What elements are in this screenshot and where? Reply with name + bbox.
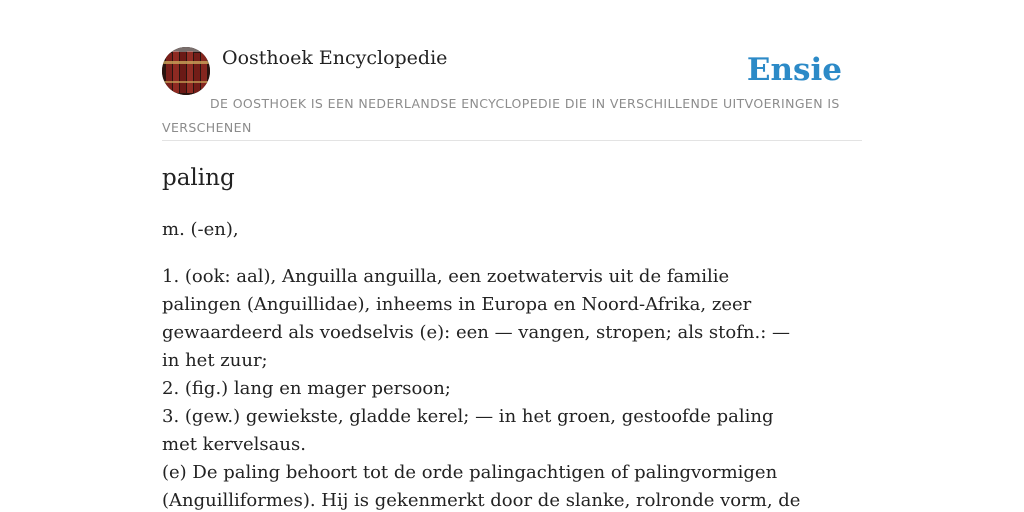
site-title-link[interactable]: Oosthoek Encyclopedie [222,47,448,69]
site-header [162,46,862,141]
entry-extra-text: (e) De paling behoort tot de orde palingachtigen of palingvormigen (Anguilliformes). Hij is gekenmerkt door de slanke, rolronde vorm, de [162,462,801,511]
entry-grammar: m. (-en), [162,219,239,240]
ensie-brand-link[interactable]: Ensie [746,52,842,88]
site-tagline: DE OOSTHOEK IS EEN NEDERLANDSE ENCYCLOPEDIE DIE IN VERSCHILLENDE UITVOERINGEN IS VERSCHENEN [162,96,840,135]
dictionary-entry [162,160,822,511]
definition-item: 1. (ook: aal), Anguilla anguilla, een zoetwatervis uit de familie palingen (Anguillidae), inheems in Europa en Noord-Afrika, zeer gewaardeerd als voedselvis (e): een — vangen, stropen; als stofn.: — in het zuur; [162,266,790,371]
definition-item: 2. (fig.) lang en mager persoon; [162,378,451,399]
entry-headword: paling [162,165,235,191]
entry-definitions [162,263,802,459]
encyclopedia-books-icon[interactable] [162,47,210,95]
definition-item: 3. (gew.) gewiekste, gladde kerel; — in het groen, gestoofde paling met kervelsaus. [162,406,774,455]
